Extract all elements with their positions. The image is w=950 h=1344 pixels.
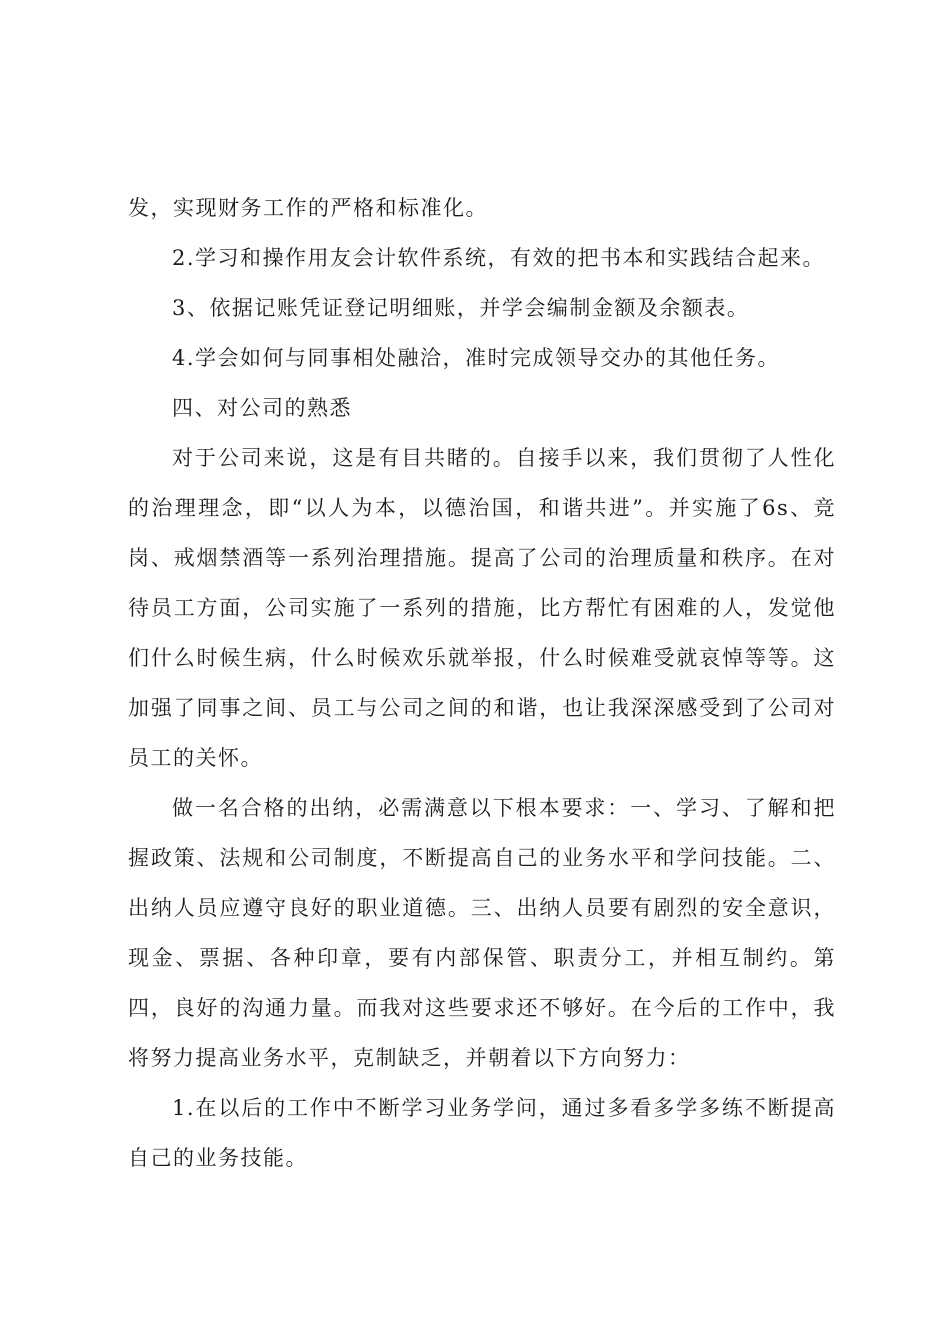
list-item-3: 3、依据记账凭证登记明细账，并学会编制金额及余额表。	[172, 296, 750, 320]
list-item-4: 4.学会如何与同事相处融洽，准时完成领导交办的其他任务。	[172, 346, 781, 370]
list-item-2: 2.学习和操作用友会计软件系统，有效的把书本和实践结合起来。	[172, 246, 826, 270]
document-body	[128, 183, 836, 1183]
list-item-1-future: 1.在以后的工作中不断学习业务学问，通过多看多学多练不断提高自己的业务技能。	[128, 1096, 836, 1170]
paragraph-continuation: 发，实现财务工作的严格和标准化。	[128, 196, 488, 220]
paragraph-cashier-requirements: 做一名合格的出纳，必需满意以下根本要求：一、学习、了解和把握政策、法规和公司制度，不断提高自己的业务水平和学问技能。二、出纳人员应遵守良好的职业道德。三、出纳人员要有剧烈的安全意识，现金、票据、各种印章，要有内部保管、职责分工，并相互制约。第四，良好的沟通力量。而我对这些要求还不够好。在今后的工作中，我将努力提高业务水平，克制缺乏，并朝着以下方向努力：	[128, 796, 836, 1070]
paragraph-company: 对于公司来说，这是有目共睹的。自接手以来，我们贯彻了人性化的治理理念，即“以人为本，以德治国，和谐共进”。并实施了6s、竞岗、戒烟禁酒等一系列治理措施。提高了公司的治理质量和秩序。在对待员工方面，公司实施了一系列的措施，比方帮忙有困难的人，发觉他们什么时候生病，什么时候欢乐就举报，什么时候难受就哀悼等等。这加强了同事之间、员工与公司之间的和谐，也让我深深感受到了公司对员工的关怀。	[128, 446, 836, 770]
section-heading: 四、对公司的熟悉	[172, 396, 352, 420]
